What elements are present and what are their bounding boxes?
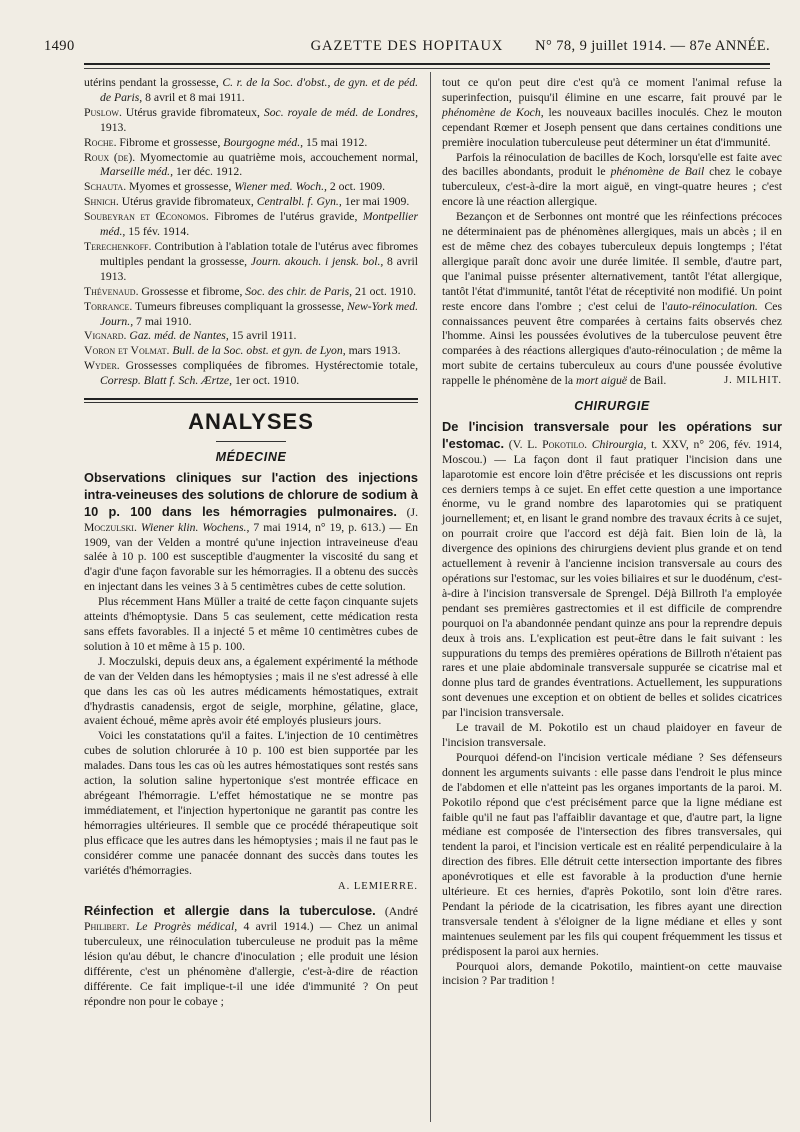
article-2-paragraph xyxy=(442,151,782,211)
article-1-title: Observations cliniques sur l'action des injections intra-veineuses des solutions de chlorure de sodium à 10 p. 100 dans les hémorragies pulmonaires. xyxy=(84,469,418,519)
reference-text: Fibromes de l'utérus gravide, xyxy=(208,210,363,224)
reference-text: Myomectomie au quatrième mois, accouchement normal, xyxy=(135,150,419,164)
reference-source: Journ. akouch. i jensk. bol., xyxy=(250,254,384,268)
reference-date: 21 oct. 1910. xyxy=(352,284,417,298)
bibliography-entry xyxy=(84,195,418,210)
bibliography-entry xyxy=(84,344,418,359)
reference-author: Roux (de). xyxy=(84,150,136,164)
issue-info: N° 78, 9 juillet 1914. — 87e ANNÉE. xyxy=(535,38,770,54)
reference-date: 2 oct. 1909. xyxy=(326,180,386,194)
reference-source: Wiener med. Woch., xyxy=(234,180,327,194)
article-2-text: Bezançon et de Serbonnes ont montré que les réinfections précoces ne déterminaient pas de phénomènes allergiques, mais un abcès ; il en est de même chez des cobayes tuberculeux depuis longtemps ; l'état allergique paraît donc avoir une durée limitée. Il semble, d'autre part, que l'animal puisse présenter alternativement, tantôt l'état allergique, tantôt l'état d'immunité, tantôt l'état de réceptivité non modifié. Un point reste encore dans l'ombre ; c'est celui de l' xyxy=(442,210,782,313)
reference-source: Bull. de la Soc. obst. et gyn. de Lyon, xyxy=(172,344,346,358)
reference-author: Soubeyran et Œconomos. xyxy=(84,210,209,224)
bibliography-entry xyxy=(84,240,418,285)
bibliography-entry xyxy=(84,210,418,240)
article-1-ref-open: (J. xyxy=(396,505,418,519)
page-number: 1490 xyxy=(44,38,75,54)
reference-source: Marseille méd., xyxy=(100,165,174,179)
bibliography-entry xyxy=(84,359,418,389)
chirurgie-heading: CHIRURGIE xyxy=(574,399,650,414)
reference-date: 1er oct. 1910. xyxy=(232,374,300,388)
article-3-paragraph: Pourquoi défend-on l'incision verticale médiane ? Ses défenseurs donnent les arguments suivants : elle passe dans l'endroit le plus mince de l'abdomen et elle n'atteint pas les organes importants de la paroi. M. Pokotilo répond que c'est précisément parce que la ligne médiane est faible qu'il ne faut pas l'affaiblir davantage et que, d'autre part, la ligne médiane est composée de l'intersection des fibres transversales, qui tendent la paroi, et l'incision verticale est en réalité perpendiculaire à la direction des fibres. Elle détruit cette intersection importante des fibres aponévrotiques et elle est favorable à la production d'une hernie ultérieure. Et ces hernies, d'après Pokotilo, sont loin d'être rares. Pendant la période de la cicatrisation, les fibres ayant une direction transversale tendent à s'éloigner de la ligne médiane et elles y sont maintenues seulement par les fils qui coupent fréquemment les tissus et prédisposent la paroi aux hernies. xyxy=(442,750,782,958)
page-header xyxy=(44,38,770,60)
reference-author: Vignard. xyxy=(84,329,127,343)
article-1-text: 7 mai 1914, n° 19, p. 613.) — En 1909, van der Velden a montré qu'une injection intraveineuse d'eau salée à 10 p. 100 est susceptible d'augmenter la viscosité du sang et d'agir d'une façon favorable sur les hémorragies. Il a obtenu des succès en injectant dans les veines 3 à 5 centimètres cubes de cette solution. xyxy=(84,520,419,594)
right-column xyxy=(442,76,782,989)
reference-date: 8 avril 1913. xyxy=(100,254,418,283)
reference-text: Utérus gravide fibromateux, xyxy=(121,105,264,119)
article-2-text: chez le cobaye tuberculeux, c'est-à-dire la mort aiguë, en vingt-quatre heures ; c'est encore là une réaction allergique. xyxy=(442,165,782,209)
reference-date: 15 fév. 1914. xyxy=(125,225,190,239)
article-3-title: De l'incision transversale pour les opérations sur l'estomac. xyxy=(442,418,782,451)
reference-text: Grossesses compliquées de fibromes. Hystérectomie totale, xyxy=(119,359,418,373)
article-2-text: 4 avril 1914.) — Chez un animal tuberculeux, une réinoculation tuberculeuse ne produit pas la même lésion qu'au début, le chancre d'inoculation ; elle produit une lésion différente, c'est un phénomène d'allergie, c'est-à-dire de réaction différente. Ce fait implique-t-il une idée d'immunité ? On peut répondre non pour le cobaye ; xyxy=(84,920,418,1008)
article-3-journal: Chirourgia, xyxy=(587,437,647,451)
article-1-lead xyxy=(84,470,418,595)
reference-text: Grossesse et fibrome, xyxy=(138,284,246,298)
reference-author: Thévenaud. xyxy=(84,284,139,298)
reference-text: Tumeurs fibreuses compliquant la grossesse, xyxy=(132,299,347,313)
reference-text: Myomes et grossesse, xyxy=(126,180,235,194)
article-2-text: tout ce qu'on peut dire c'est qu'à ce moment l'animal refuse la superinfection, puisqu'il élimine en une escarre, fait prouvé par le xyxy=(442,76,782,104)
article-2-italic: phénomène de Koch, xyxy=(442,105,544,119)
journal-title: GAZETTE DES HOPITAUX xyxy=(310,38,504,54)
reference-source: Corresp. Blatt f. Sch. Ærtze, xyxy=(100,374,233,388)
bibliography-entry xyxy=(84,329,418,344)
bibliography-entry xyxy=(84,106,418,136)
article-2-italic: mort aiguë xyxy=(576,374,627,388)
reference-author: Terechenkoff. xyxy=(84,239,152,253)
reference-author: Wyder. xyxy=(84,359,120,373)
reference-source: Soc. des chir. de Paris, xyxy=(245,284,353,298)
bibliography-entry xyxy=(84,300,418,330)
section-title: ANALYSES xyxy=(188,409,314,435)
reference-author: Roche. xyxy=(84,135,117,149)
reference-source: Gaz. méd. de Nantes, xyxy=(129,329,229,343)
article-3-paragraph: Pourquoi alors, demande Pokotilo, maintient-on cette mauvaise incision ? Par tradition ! xyxy=(442,959,782,988)
reference-author: Voron et Volmat. xyxy=(84,344,170,358)
column-divider xyxy=(430,72,431,1122)
left-column xyxy=(84,76,418,1010)
article-3-lead xyxy=(442,419,782,721)
reference-date: 1er mai 1909. xyxy=(341,195,410,209)
article-2-text: les nouveaux bacilles inoculés. Chez le mouton cependant Rœmer et Joseph pensent que dans certaines conditions une première inoculation tuberculeuse peut déterminer un état d'immunité. xyxy=(442,105,782,149)
reference-source: Soc. royale de méd. de Londres, xyxy=(263,105,419,119)
header-rule xyxy=(84,63,770,65)
article-3-paragraph: Le travail de M. Pokotilo est un chaud plaidoyer en faveur de l'incision transversale. xyxy=(442,721,782,749)
reference-source: Montpellier méd., xyxy=(100,210,418,239)
article-2-continuation xyxy=(442,76,782,151)
reference-text: Utérus gravide fibromateux, xyxy=(118,195,257,209)
bibliography-entry xyxy=(84,136,418,151)
article-2-text: de Bail. xyxy=(627,374,667,388)
reference-date: 8 avril et 8 mai 1911. xyxy=(142,90,245,104)
bibliography-entry xyxy=(84,180,418,195)
reference-author: Puslow. xyxy=(84,105,122,119)
reference-date: 7 mai 1910. xyxy=(133,314,192,328)
reference-source: C. r. de la Soc. d'obst., de gyn. et de péd. de Paris, xyxy=(100,76,418,104)
reference-text: Contribution à l'ablation totale de l'utérus avec fibromes multiples pendant la grossesse, xyxy=(100,239,418,268)
reference-date: mars 1913. xyxy=(345,344,401,358)
article-2-italic: phénomène de Bail xyxy=(610,165,705,179)
article-2-title: Réinfection et allergie dans la tuberculose. xyxy=(84,903,376,919)
title-underline xyxy=(216,441,286,442)
article-2-author: Philibert. xyxy=(84,920,130,934)
bibliography-entry xyxy=(84,151,418,181)
article-2-text: Ces connaissances peuvent être comparées à certains faits observés chez l'homme. Ainsi les poussées évolutives de la tuberculose peuvent être comparées à des réactions allergiques d'auto-réinoculation ; de même la mort subite de certains tuberculeux au cours d'une poussée évolutive rappelle le phénomène de la xyxy=(442,299,782,388)
reference-date: 15 avril 1911. xyxy=(228,329,297,343)
reference-date: 1er déc. 1912. xyxy=(173,165,243,179)
reference-author: Shnich. xyxy=(84,195,119,209)
bibliography-list xyxy=(84,76,418,389)
article-2-text: Parfois la réinoculation de bacilles de Koch, lorsqu'elle est faite avec des bacilles abondants, produit le xyxy=(442,150,782,179)
reference-date: 15 mai 1912. xyxy=(303,135,368,149)
article-2-italic: auto-réinoculation. xyxy=(667,299,758,313)
reference-date: 1913. xyxy=(100,120,127,134)
article-1-paragraph: J. Moczulski, depuis deux ans, a également expérimenté la méthode de van der Velden dans les hémoptysies ; mais il ne s'est adressé à elle que dans les cas où les autres médicaments hémostatiques, extrait d'hydrastis canadensis, ergot de seigle, morphine, gélatine, glace, avaient échoué, même après avoir été employés plusieurs jours. xyxy=(84,654,418,728)
section-rule xyxy=(84,398,418,403)
medecine-heading: MÉDECINE xyxy=(215,450,287,465)
article-2-paragraph xyxy=(442,210,782,389)
reference-author: Torrance. xyxy=(84,299,133,313)
article-1-paragraph: Plus récemment Hans Müller a traité de cette façon cinquante sujets atteints d'hémoptysie. Dans 5 cas seulement, cette médication resta sans effets favorables. Il a injecté 5 et même 10 centimètres cubes de solution à 10 et même à 15 p. 100. xyxy=(84,595,418,653)
reference-source: Bourgogne méd., xyxy=(223,135,304,149)
header-rule-thin xyxy=(84,68,770,69)
article-1-journal: Wiener klin. Wochens., xyxy=(136,520,250,534)
reference-text: utérins pendant la grossesse, xyxy=(84,76,223,89)
article-2-ref-open: (André xyxy=(375,905,418,919)
reference-text: Fibrome et grossesse, xyxy=(116,135,224,149)
article-3-ref-open: (V. L. xyxy=(504,437,543,451)
article-2-lead xyxy=(84,903,418,1009)
bibliography-entry xyxy=(84,76,418,106)
reference-author: Schauta. xyxy=(84,180,127,194)
reference-source: Centralbl. f. Gyn., xyxy=(256,195,342,209)
article-3-author: Pokotilo. xyxy=(542,437,588,451)
article-1-signature: A. LEMIERRE. xyxy=(338,881,418,893)
article-1-paragraph: Voici les constatations qu'il a faites. L'injection de 10 centimètres cubes de solution chlorurée à 10 p. 100 est bien supportée par les malades. Dans tous les cas où les autres hémostatiques sont restés sans action, la solution saline hypertonique s'est montrée efficace en abrégeant l'hémorragie. L'effet hémostatique ne se montre pas immédiatement, et l'injection hypertonique ne garantit pas contre les hémorragies ultérieures. Il semble que ce procédé thérapeutique soit plus efficace que les autres dans les hémoptysies ; mais il ne faut pas le considérer comme une panacée donnant des succès dans toutes les variétés d'hémorragies. xyxy=(84,729,418,877)
article-1-author: Moczulski. xyxy=(84,520,137,534)
article-3-text: t. XXV, n° 206, fév. 1914, Moscou.) — La façon dont il faut pratiquer l'incision dans une laparotomie est encore loin d'être précisée et les discussions ont repris ces derniers temps à ce sujet. En effet cette question a une importance énorme, vu le grand nombre des laparotomies qui se pratiquent journellement; et, en lisant le grand nombre des travaux écrits à ce sujet, on pourrait croire que l'accord est déjà fait. Bien loin de là, la divergence des opinions des chirurgiens devient plus grande et on tend actuellement à revenir à l'ancienne incision transversale au cours des opérations sur l'estomac, sur les voies biliaires et sur le duodénum, c'est-à-dire à l'incision transversale de Sprengel. Déjà Billroth l'a employée pendant ses premières gastrectomies et il est difficile de comprendre pourquoi on l'a abandonnée pendant quinze ans pour la reprendre depuis deux à trois ans. L'explication est peut-être dans le fait suivant : les suppurations du temps des premières opérations de Billroth n'étaient pas rares et une plaie abdominale transversale suppurée se cicatrise mal et donne plus tard de grandes éventrations. Actuellement, les suppurations sont devenues une exception et on obtient de belles et solides cicatrices par l'incision transversale. xyxy=(442,437,782,720)
article-2-signature: J. MILHIT. xyxy=(724,375,782,387)
bibliography-entry xyxy=(84,285,418,300)
reference-source: New-York med. Journ., xyxy=(100,299,418,328)
article-2-journal: Le Progrès médical, xyxy=(129,920,238,934)
